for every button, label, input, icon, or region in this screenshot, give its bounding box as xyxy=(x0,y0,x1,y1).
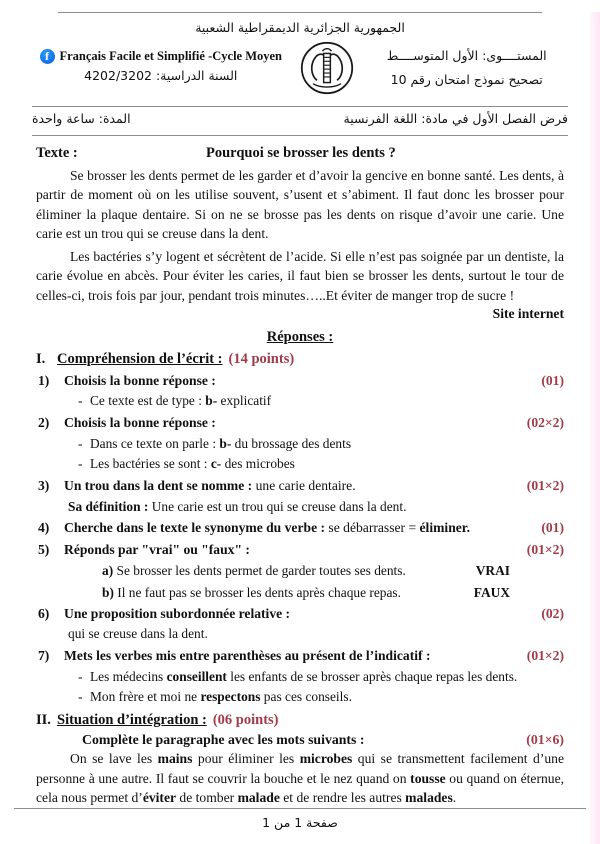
question-3 xyxy=(38,476,564,517)
section-1-points: (14 points) xyxy=(228,351,295,368)
header-left-block xyxy=(26,49,296,88)
school-year: السنة الدراسية: 2023/2024 xyxy=(84,67,238,83)
question-1 xyxy=(38,371,564,412)
section-1-heading xyxy=(36,351,564,368)
question-4-number: 4) xyxy=(38,520,50,536)
question-1-number: 1) xyxy=(38,373,50,389)
section-2-title: Situation d’intégration : xyxy=(57,712,207,729)
question-4-answer-bold: éliminer. xyxy=(419,520,470,536)
question-3-definition: Sa définition : Une carie est un trou qui se creuse dans la dent. xyxy=(68,498,407,514)
page-number: صفحة 1 من 1 xyxy=(262,815,338,830)
question-5-answer-a: VRAI xyxy=(475,563,510,579)
exam-info-row xyxy=(18,107,582,131)
facebook-page-name: Français Facile et Simplifié -Cycle Moyen xyxy=(59,48,283,63)
exam-subject: فرض الفصل الأول في مادة: اللغة الفرنسية xyxy=(343,111,568,126)
question-6 xyxy=(38,604,564,645)
question-2-points: (02×2) xyxy=(526,415,564,431)
text-label: Texte : xyxy=(36,145,78,161)
exam-page xyxy=(0,12,600,844)
question-4-points: (01) xyxy=(541,520,564,536)
exam-duration: المدة: ساعة واحدة xyxy=(32,111,131,126)
document-body xyxy=(18,145,582,808)
exam-title: تصحيح نموذج امتحان رقم 01 xyxy=(390,72,543,87)
question-2 xyxy=(38,413,564,475)
section-2-heading xyxy=(36,712,564,729)
text-source: Site internet xyxy=(492,306,564,322)
question-2-number: 2) xyxy=(38,415,50,431)
country-name: الجمهورية الجزائرية الديمقراطية الشعبية xyxy=(195,20,405,35)
question-7-item-2: - Mon frère et moi ne respectons pas ces conseils. xyxy=(90,687,564,708)
question-4-prompt: Cherche dans le texte le synonyme du verbe : xyxy=(64,520,326,536)
question-3-number: 3) xyxy=(38,478,50,494)
integration-points: (01×6) xyxy=(526,732,564,748)
question-6-points: (02) xyxy=(541,605,564,621)
integration-paragraph: On se lave les mains pour éliminer les microbes qui se transmettent facilement d’une personne à une autre. Il faut se couvrir la bouche et le nez quand on tousse ou quand on éternue, cela nous permet d’éviter de tomber malade et de rendre les autres malades. xyxy=(36,751,565,806)
question-1-items xyxy=(64,391,564,412)
question-4-answer-plain: se débarrasser = xyxy=(325,520,420,536)
question-7-items xyxy=(64,667,564,709)
question-2-prompt: Choisis la bonne réponse : xyxy=(64,415,216,431)
question-7-prompt: Mets les verbes mis entre parenthèses au présent de l’indicatif : xyxy=(64,648,431,664)
text-title: Pourquoi se brosser les dents ? xyxy=(206,145,396,161)
question-2-item-1: - Dans ce texte on parle : b- du brossage des dents xyxy=(90,434,564,455)
question-3-prompt: Un trou dans la dent se nomme : xyxy=(64,478,253,494)
question-4 xyxy=(38,518,564,538)
scan-edge-tint xyxy=(588,12,600,844)
question-1-points: (01) xyxy=(541,373,564,389)
question-7-points: (01×2) xyxy=(526,648,564,664)
question-5-points: (01×2) xyxy=(526,541,564,557)
exam-level: المستــــوى: الأول المتوســــط xyxy=(386,48,547,64)
answers-heading: Réponses : xyxy=(266,329,334,346)
question-1-prompt: Choisis la bonne réponse : xyxy=(64,373,216,389)
question-6-answer: qui se creuse dans la dent. xyxy=(68,626,208,642)
question-3-answer: une carie dentaire. xyxy=(252,478,356,494)
emblem-container xyxy=(296,40,360,96)
algeria-emblem-icon xyxy=(299,40,355,96)
question-2-item-2: - Les bactéries se sont : c- des microbes xyxy=(90,454,564,475)
question-5-item-a: a) Se brosser les dents permet de garder toutes ses dents. VRAI xyxy=(64,560,564,581)
question-list xyxy=(36,371,564,708)
integration-instruction: Complète le paragraphe avec les mots suivants : xyxy=(82,732,365,748)
facebook-page-line xyxy=(26,49,296,64)
question-7-number: 7) xyxy=(38,648,50,664)
question-5 xyxy=(38,540,564,603)
question-7-item-1: - Les médecins conseillent les enfants de se brosser après chaque repas les dents. xyxy=(90,667,564,688)
header-right-block xyxy=(359,44,574,92)
question-5-number: 5) xyxy=(38,541,50,557)
facebook-icon[interactable]: f xyxy=(40,49,55,64)
section-1-title: Compréhension de l’écrit : xyxy=(57,351,223,368)
question-6-prompt: Une proposition subordonnée relative : xyxy=(64,605,291,621)
text-heading-row xyxy=(36,145,564,162)
reading-paragraph-2: Les bactéries s’y logent et sécrètent de l’acide. Si elle n’est pas soignée par un dentiste, la carie évolue en abcès. Pour éviter les caries, il faut bien se brosser les dents, surtout le tour de celles-ci, trois fois par jour, pendant trois minutes…..Et éviter de manger trop de sucre ! xyxy=(36,248,564,303)
question-7 xyxy=(38,646,564,708)
question-3-points: (01×2) xyxy=(526,478,564,494)
section-1-number: I. xyxy=(36,351,46,368)
header-bottom-rule xyxy=(32,135,568,136)
question-5-answer-b: FAUX xyxy=(473,584,510,600)
reading-paragraph-1: Se brosser les dents permet de les garder et d’avoir la gencive en bonne santé. Les dents, à partir de moment où on les utilise souvent, s’usent et s’abiment. Il faut donc les brosser pour éliminer la plaque dentaire. Si on ne se brosse pas les dents on risque d’avoir une carie. Une carie est un trou qui se creuse dans la dent. xyxy=(36,168,564,242)
integration-instruction-row xyxy=(36,732,564,748)
question-1-item-1: - Ce texte est de type : b- explicatif xyxy=(90,391,564,412)
question-5-item-b: b) Il ne faut pas se brosser les dents après chaque repas. FAUX xyxy=(64,582,564,603)
page-footer xyxy=(0,808,600,830)
document-header xyxy=(18,38,582,100)
question-5-prompt: Réponds par "vrai" ou "faux" : xyxy=(64,541,250,557)
question-2-items xyxy=(64,434,564,476)
section-2-number: II. xyxy=(36,712,51,729)
question-6-number: 6) xyxy=(38,605,50,621)
section-2-points: (06 points) xyxy=(212,712,279,729)
